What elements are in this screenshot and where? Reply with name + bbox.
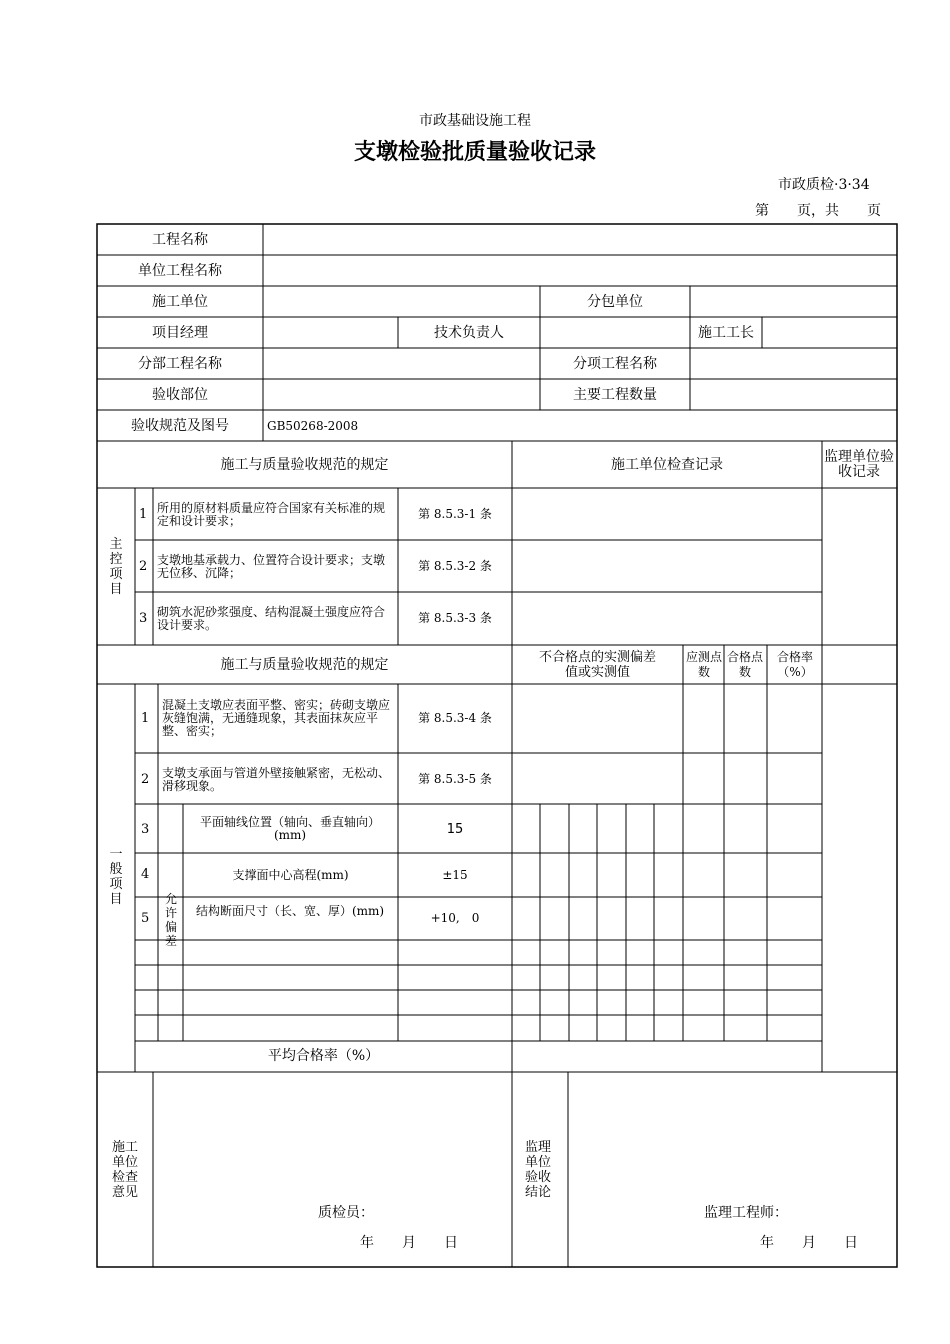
general-spec-header: 施工与质量验收规范的规定 <box>220 657 389 673</box>
contractor-opinion-label: 施工单位检查意见 <box>111 1140 138 1200</box>
contractor-label: 施工单位 <box>152 294 208 310</box>
general-item-clause: 第 8.5.3-4 条 <box>418 711 492 725</box>
main-item-text: 支墩地基承载力、位置符合设计要求；支墩无位移、沉降； <box>157 553 386 580</box>
tolerance-label: 允许偏差 <box>164 892 177 948</box>
main-spec-header: 施工与质量验收规范的规定 <box>220 457 389 473</box>
division-label: 分部工程名称 <box>138 356 222 372</box>
tolerance-item-no: 4 <box>141 867 150 882</box>
pm-label: 项目经理 <box>152 325 208 341</box>
standard-label: 验收规范及图号 <box>131 418 229 434</box>
general-item-text: 支墩支承面与管道外壁接触紧密，无松动、滑移现象。 <box>162 766 391 793</box>
fail-values-header: 不合格点的实测偏差值或实测值 <box>538 650 656 680</box>
form-code: 市政质检·3·34 <box>778 177 870 193</box>
tech-lead-label: 技术负责人 <box>434 325 504 341</box>
general-group-label: 一般项目 <box>109 847 123 907</box>
subtitle: 市政基础设施工程 <box>419 113 531 129</box>
general-item-text: 混凝土支墩应表面平整、密实；砖砌支墩应灰缝饱满，无通缝现象，其表面抹灰应平整、密实； <box>162 698 391 738</box>
foreman-label: 施工工长 <box>698 325 754 341</box>
main-item-no: 3 <box>139 611 148 626</box>
page-number: 第 页，共 页 <box>755 203 881 219</box>
general-item-no: 2 <box>141 772 150 787</box>
general-item-no: 1 <box>141 711 150 726</box>
main-item-text: 所用的原材料质量应符合国家有关标准的规定和设计要求； <box>157 501 386 528</box>
engineer-label: 监理工程师： <box>704 1205 788 1221</box>
quantity-label: 主要工程数量 <box>573 387 657 403</box>
pass-points-header: 合格点数 <box>727 650 764 679</box>
supervisor-record-header: 监理单位验收记录 <box>824 449 894 480</box>
should-points-header: 应测点数 <box>686 650 723 679</box>
project-name-label: 工程名称 <box>152 232 208 248</box>
general-item-clause: 第 8.5.3-5 条 <box>418 772 492 786</box>
tolerance-item-text: 支撑面中心高程(mm) <box>232 868 349 882</box>
tolerance-item-value: 15 <box>446 822 464 837</box>
date-left: 年 月 日 <box>360 1235 458 1251</box>
location-label: 验收部位 <box>152 387 208 403</box>
tolerance-item-value: +10, 0 <box>430 911 480 925</box>
tolerance-item-value: ±15 <box>442 868 468 882</box>
unit-project-label: 单位工程名称 <box>138 263 222 279</box>
main-item-clause: 第 8.5.3-1 条 <box>418 507 492 521</box>
tolerance-item-no: 3 <box>141 822 150 837</box>
date-right: 年 月 日 <box>760 1235 858 1251</box>
main-item-no: 1 <box>139 507 148 522</box>
page-title: 支墩检验批质量验收记录 <box>353 140 596 165</box>
supervisor-conclusion-label: 监理单位验收结论 <box>524 1140 551 1200</box>
tolerance-item-no: 5 <box>141 911 150 926</box>
inspector-label: 质检员： <box>318 1205 374 1221</box>
main-group-label: 主控项目 <box>109 537 123 597</box>
check-record-header: 施工单位检查记录 <box>611 457 723 473</box>
tolerance-item-text: 结构断面尺寸（长、宽、厚）(mm) <box>195 904 385 918</box>
main-item-clause: 第 8.5.3-3 条 <box>418 611 492 625</box>
subcontractor-label: 分包单位 <box>587 294 643 310</box>
pass-rate-header: 合格率（%） <box>776 650 813 679</box>
subitem-label: 分项工程名称 <box>573 356 657 372</box>
standard-value: GB50268-2008 <box>267 419 359 433</box>
main-item-clause: 第 8.5.3-2 条 <box>418 559 492 573</box>
average-pass-rate-label: 平均合格率（%） <box>267 1048 380 1064</box>
tolerance-item-text: 平面轴线位置（轴向、垂直轴向）(mm) <box>199 815 380 842</box>
main-item-no: 2 <box>139 559 148 574</box>
main-item-text: 砌筑水泥砂浆强度、结构混凝土强度应符合设计要求。 <box>157 605 386 632</box>
